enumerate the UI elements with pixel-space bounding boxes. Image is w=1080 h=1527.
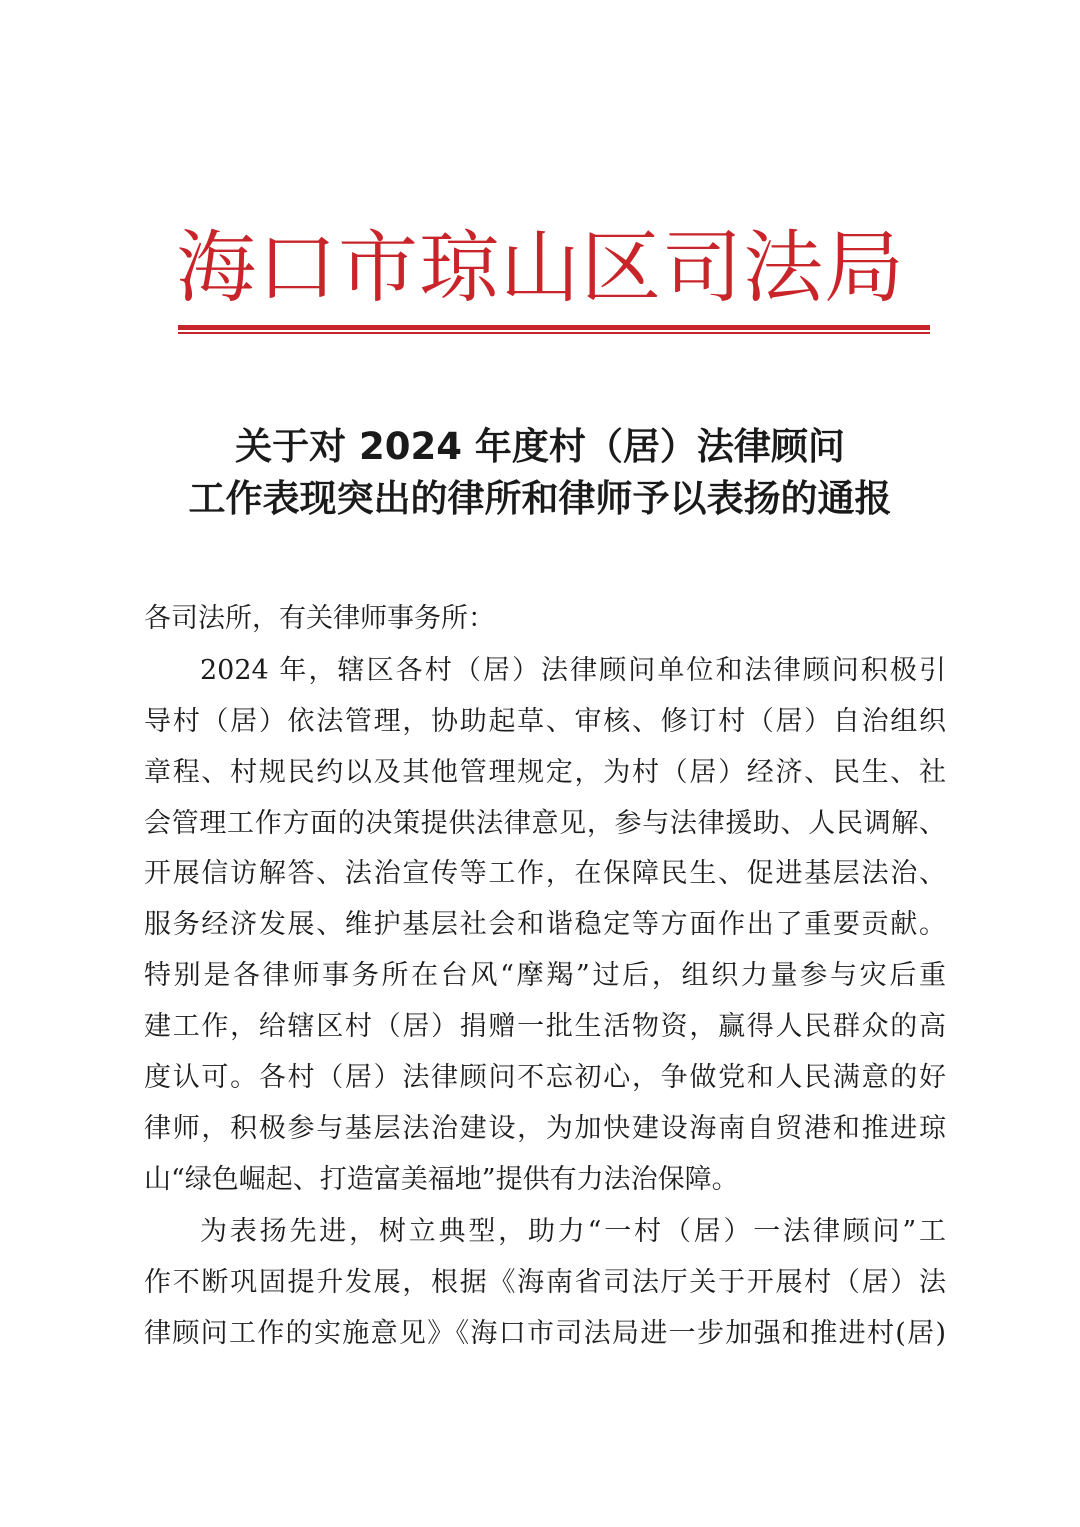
paragraph-line: 2024 年，辖区各村（居）法律顾问单位和法律顾问积极引 xyxy=(200,655,946,686)
paragraph-line: 导村（居）依法管理，协助起草、审核、修订村（居）自治组织 xyxy=(144,706,946,737)
paragraph-line: 特别是各律师事务所在台风“摩羯”过后，组织力量参与灾后重 xyxy=(144,960,946,991)
paragraph-line: 服务经济发展、维护基层社会和谐稳定等方面作出了重要贡献。 xyxy=(144,909,946,940)
paragraph-line: 山“绿色崛起、打造富美福地”提供有力法治保障。 xyxy=(144,1164,739,1195)
paragraph-line: 度认可。各村（居）法律顾问不忘初心，争做党和人民满意的好 xyxy=(144,1062,946,1093)
paragraph-line: 律顾问工作的实施意见》《海口市司法局进一步加强和推进村(居) xyxy=(144,1318,946,1349)
paragraph-line: 会管理工作方面的决策提供法律意见，参与法律援助、人民调解、 xyxy=(144,808,946,839)
paragraph-line: 为表扬先进，树立典型，助力“一村（居）一法律顾问”工 xyxy=(200,1216,946,1247)
paragraph-line: 律师，积极参与基层法治建设，为加快建设海南自贸港和推进琼 xyxy=(144,1113,946,1144)
document-title-line-2: 工作表现突出的律所和律师予以表扬的通报 xyxy=(188,477,892,520)
document-title-line-1: 关于对 2024 年度村（居）法律顾问 xyxy=(235,425,845,468)
paragraph-line: 作不断巩固提升发展，根据《海南省司法厅关于开展村（居）法 xyxy=(144,1267,946,1298)
paragraph-line: 章程、村规民约以及其他管理规定，为村（居）经济、民生、社 xyxy=(144,757,946,788)
org-name-header: 海口市琼山区司法局 xyxy=(176,221,905,314)
salutation: 各司法所，有关律师事务所： xyxy=(144,603,495,634)
red-divider-thick xyxy=(178,325,930,330)
red-divider-thin xyxy=(178,332,930,334)
paragraph-line: 开展信访解答、法治宣传等工作，在保障民生、促进基层法治、 xyxy=(144,858,946,889)
paragraph-line: 建工作，给辖区村（居）捐赠一批生活物资，赢得人民群众的高 xyxy=(144,1011,946,1042)
